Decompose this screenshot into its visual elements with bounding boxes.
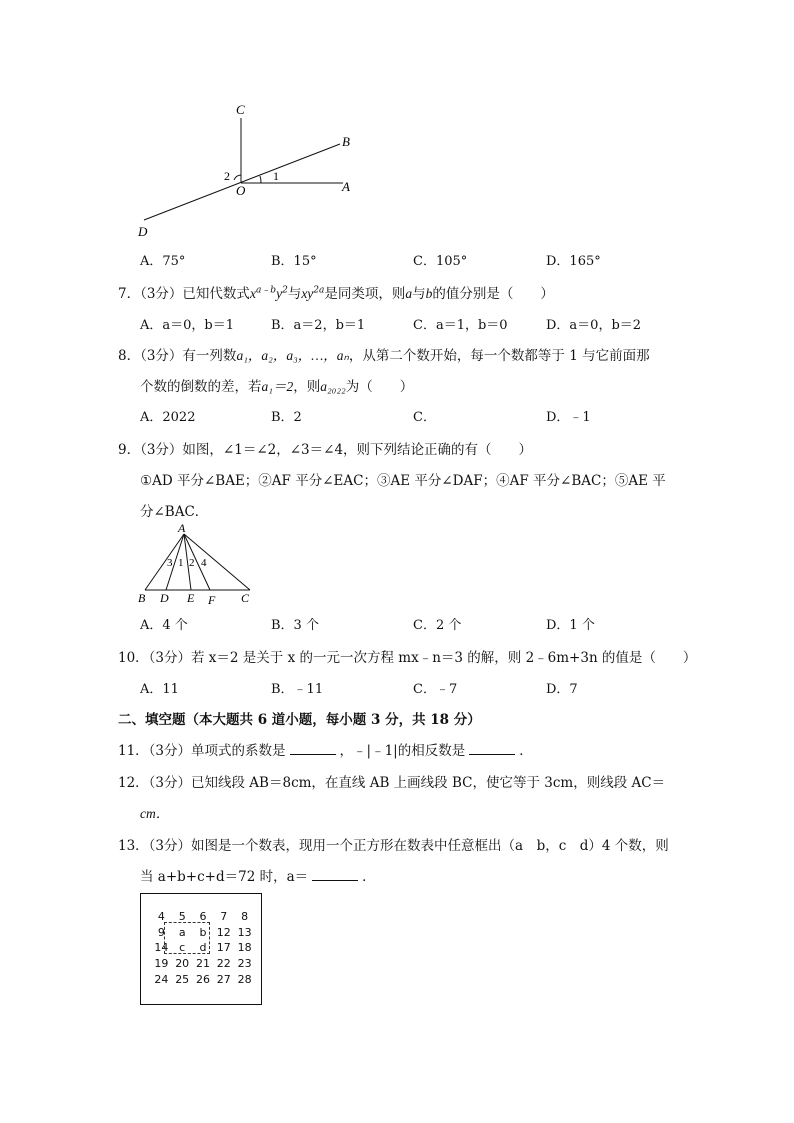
q11-blank-1[interactable] (290, 742, 336, 755)
q7-end: 的值分别是（ ） (432, 286, 554, 302)
table-row (151, 973, 255, 986)
table-cell: 24 (154, 973, 169, 986)
table-cell: 8 (241, 910, 249, 923)
q6-option-b[interactable]: B．15° (271, 254, 317, 269)
table-cell: 12 (216, 926, 231, 939)
q8-stem-line2 (140, 375, 413, 395)
q7-option-b[interactable]: B．a＝2，b＝1 (271, 318, 366, 333)
q11-part2: ，﹣|﹣1|的相反数是 (339, 743, 466, 759)
q11-stem (118, 739, 533, 759)
q7-suffix: 是同类项，则 (324, 286, 406, 302)
q8-a1: a₁＝2 (261, 379, 294, 394)
table-cell: 4 (157, 910, 165, 923)
q8-suffix: ，从第二个数开始，每一个数都等于 1 与它前面那 (348, 348, 650, 364)
label-f: F (208, 593, 216, 607)
q12-stem-line2: cm． (140, 806, 170, 821)
q6-option-a[interactable]: A．75° (140, 254, 186, 269)
q7-expr2: xy (301, 286, 314, 301)
q10-option-a[interactable]: A．11 (140, 682, 179, 697)
table-cell: 20 (175, 957, 190, 970)
q8-line2-prefix: 个数的倒数的差，若 (140, 379, 262, 395)
q8-option-a[interactable]: A．2022 (140, 410, 196, 425)
q6-figure (130, 100, 370, 240)
q7-mid: 与 (287, 286, 302, 302)
label-angle-2: 2 (189, 557, 195, 569)
q7-expr2-exp: 2a (313, 285, 325, 296)
q8-sequence: a₁，a₂，a₃，…，aₙ (236, 348, 349, 363)
table-cell: 28 (237, 973, 252, 986)
table-cell: 7 (220, 910, 228, 923)
angle-1-arc (260, 176, 261, 183)
table-cell: b (199, 926, 207, 939)
table-cell: 27 (216, 973, 231, 986)
table-cell: 22 (216, 957, 231, 970)
q7-option-a[interactable]: A．a＝0，b＝1 (140, 318, 235, 333)
line-db (144, 144, 340, 220)
table-cell: 18 (237, 941, 252, 954)
table-cell: 13 (237, 926, 252, 939)
table-cell: 25 (175, 973, 190, 986)
q12-stem-line1: 12．（3分）已知线段 AB＝8cm，在直线 AB 上画线段 BC，使它等于 3cm，则线段 AC＝ (118, 775, 666, 791)
label-d: D (138, 224, 148, 239)
table-cell: 14 (154, 941, 169, 954)
q7-stem (118, 282, 554, 302)
q6-option-c[interactable]: C．105° (413, 254, 468, 269)
q9-option-c[interactable]: C．2 个 (413, 618, 462, 633)
table-row (151, 957, 255, 970)
q11-part1: 11．（3分）单项式的系数是 (118, 743, 286, 759)
label-angle-2: 2 (224, 169, 230, 183)
q8-line2-end: 为（ ） (345, 379, 414, 395)
q9-stem-line2: ①AD 平分∠BAE；②AF 平分∠EAC；③AE 平分∠DAF；④AF 平分∠BAC；⑤AE 平 (140, 473, 666, 489)
q9-option-d[interactable]: D．1 个 (546, 618, 595, 633)
table-cell: 6 (199, 910, 207, 923)
table-cell: 23 (237, 957, 252, 970)
q10-stem: 10．（3分）若 x＝2 是关于 x 的一元一次方程 mx﹣n＝3 的解，则 2﹣6m+3n 的值是（ ） (118, 650, 697, 666)
table-cell: a (178, 926, 186, 939)
table-cell: 9 (157, 926, 165, 939)
q13-line2-end: ． (362, 869, 376, 885)
label-c: C (236, 102, 245, 117)
label-e: E (187, 591, 195, 605)
label-angle-4: 4 (201, 557, 207, 569)
label-a: A (342, 179, 350, 194)
label-d: D (160, 591, 169, 605)
q11-end: ． (519, 743, 533, 759)
q9-option-b[interactable]: B．3 个 (271, 618, 319, 633)
label-o: O (236, 183, 246, 198)
q9-stem-line1: 9．（3分）如图，∠1＝∠2，∠3＝∠4，则下列结论正确的有（ ） (118, 442, 533, 458)
table-cell: 17 (216, 941, 231, 954)
table-cell: 19 (154, 957, 169, 970)
label-c: C (241, 591, 250, 605)
q7-option-c[interactable]: C．a＝1，b＝0 (413, 318, 508, 333)
label-b: B (138, 591, 146, 605)
label-angle-1: 1 (273, 169, 279, 183)
q7-expr1-y: y (276, 286, 283, 301)
q8-option-d[interactable]: D．﹣1 (546, 410, 591, 425)
q8-line2-mid: ，则 (293, 379, 321, 395)
q7-expr1-base: x (249, 286, 256, 301)
q7-var-a: a (405, 286, 413, 301)
q8-prefix: 8．（3分）有一列数 (118, 348, 237, 364)
q7-and: 与 (412, 286, 426, 302)
label-a: A (178, 521, 186, 535)
label-angle-1: 1 (178, 557, 184, 569)
q6-option-d[interactable]: D．165° (546, 254, 601, 269)
q11-blank-2[interactable] (469, 742, 515, 755)
q9-figure (134, 520, 264, 608)
table-cell: 5 (178, 910, 186, 923)
q10-option-b[interactable]: B．﹣11 (271, 682, 324, 697)
table-cell: 21 (195, 957, 210, 970)
q10-option-d[interactable]: D．7 (546, 682, 578, 697)
q13-selection-square (164, 922, 210, 954)
label-b: B (342, 134, 350, 149)
q7-var-b: b (425, 286, 433, 301)
q13-blank[interactable] (312, 868, 358, 881)
q7-expr1-exp: a﹣b (255, 285, 277, 296)
q7-prefix: 7．（3分）已知代数式 (118, 286, 250, 302)
q9-option-a[interactable]: A．4 个 (140, 618, 188, 633)
q9-stem-line3: 分∠BAC． (140, 504, 209, 520)
q8-option-b[interactable]: B．2 (271, 410, 302, 425)
table-cell: c (179, 941, 186, 954)
q8-stem-line1 (118, 344, 650, 364)
table-cell: 26 (195, 973, 210, 986)
q10-option-c[interactable]: C．﹣7 (413, 682, 458, 697)
q7-expr1-yexp: 2 (282, 285, 288, 296)
q13-line2-prefix: 当 a+b+c+d＝72 时，a＝ (140, 869, 309, 885)
q13-stem-line1: 13．（3分）如图是一个数表，现用一个正方形在数表中任意框出（a b，c d）4 个数，则 (118, 838, 669, 854)
q8-a2022: a₂₀₂₂ (320, 379, 346, 394)
section2-title: 二、填空题（本大题共 6 道小题，每小题 3 分，共 18 分） (118, 712, 481, 728)
label-angle-3: 3 (167, 557, 173, 569)
q8-option-c[interactable]: C． (413, 410, 436, 425)
q7-option-d[interactable]: D．a＝0，b＝2 (546, 318, 642, 333)
table-cell: d (199, 941, 207, 954)
angle-2-arc (234, 175, 241, 180)
q13-stem-line2 (140, 865, 376, 885)
